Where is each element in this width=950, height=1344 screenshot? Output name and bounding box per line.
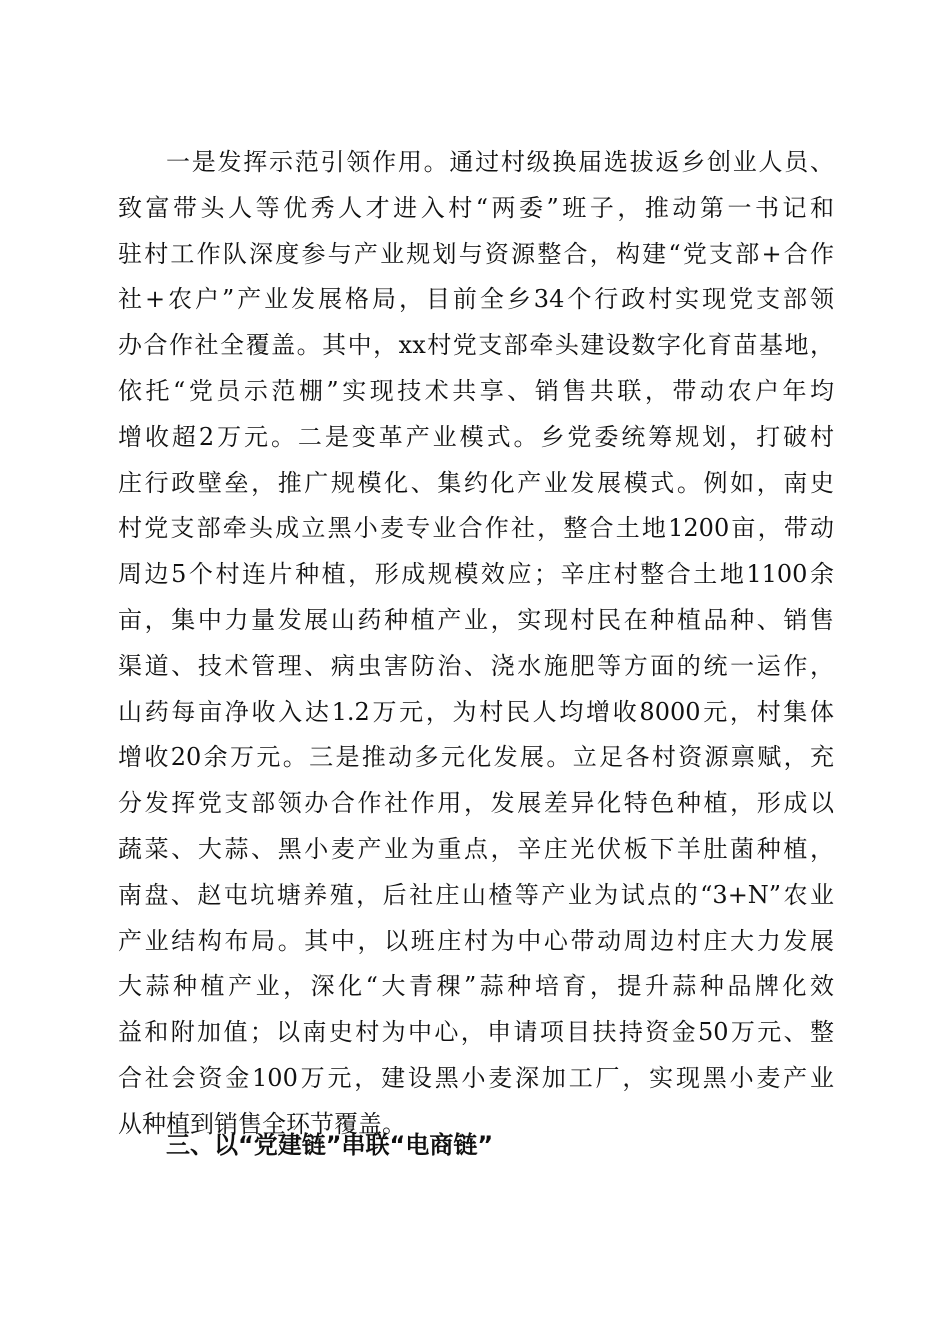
paragraph-line: 周边5个村连片种植，形成规模效应；辛庄村整合土地1100余 [118,560,834,589]
paragraph-line: 蔬菜、大蒜、黑小麦产业为重点，辛庄光伏板下羊肚菌种植， [118,834,834,863]
paragraph-line: 分发挥党支部领办合作社作用，发展差异化特色种植，形成以 [118,789,834,818]
paragraph-line: 一是发挥示范引领作用。通过村级换届选拔返乡创业人员、 [166,148,834,176]
paragraph-line: 南盘、赵屯坑塘养殖，后社庄山楂等产业为试点的“3+N”农业 [118,880,834,909]
paragraph-line: 驻村工作队深度参与产业规划与资源整合，构建“党支部+合作 [118,239,834,268]
paragraph-line: 渠道、技术管理、病虫害防治、浇水施肥等方面的统一运作， [118,651,834,680]
paragraph-line: 从种植到销售全环节覆盖。 [118,1109,406,1138]
paragraph-line: 致富带头人等优秀人才进入村“两委”班子，推动第一书记和 [118,193,834,222]
body-paragraph [118,140,834,1148]
paragraph-line: 亩，集中力量发展山药种植产业，实现村民在种植品种、销售 [118,605,834,634]
paragraph-line: 增收20余万元。三是推动多元化发展。立足各村资源禀赋，充 [118,743,834,772]
paragraph-line: 合社会资金100万元，建设黑小麦深加工厂，实现黑小麦产业 [118,1063,834,1092]
paragraph-line: 山药每亩净收入达1.2万元，为村民人均增收8000元，村集体 [118,697,834,726]
paragraph-line: 社+农户”产业发展格局，目前全乡34个行政村实现党支部领 [118,285,834,314]
paragraph-line: 大蒜种植产业，深化“大青稞”蒜种培育，提升蒜种品牌化效 [118,972,834,1001]
paragraph-line: 村党支部牵头成立黑小麦专业合作社，整合土地1200亩，带动 [118,514,834,543]
paragraph-line: 依托“党员示范棚”实现技术共享、销售共联，带动农户年均 [118,376,834,405]
paragraph-line: 增收超2万元。二是变革产业模式。乡党委统筹规划，打破村 [118,422,834,451]
paragraph-line: 产业结构布局。其中，以班庄村为中心带动周边村庄大力发展 [118,926,834,955]
paragraph-line: 益和附加值；以南史村为中心，申请项目扶持资金50万元、整 [118,1018,834,1047]
paragraph-line: 办合作社全覆盖。其中，xx村党支部牵头建设数字化育苗基地， [118,331,834,360]
paragraph-line: 庄行政壁垒，推广规模化、集约化产业发展模式。例如，南史 [118,468,834,497]
section-heading: 三、以“党建链”串联“电商链” [166,1131,494,1159]
